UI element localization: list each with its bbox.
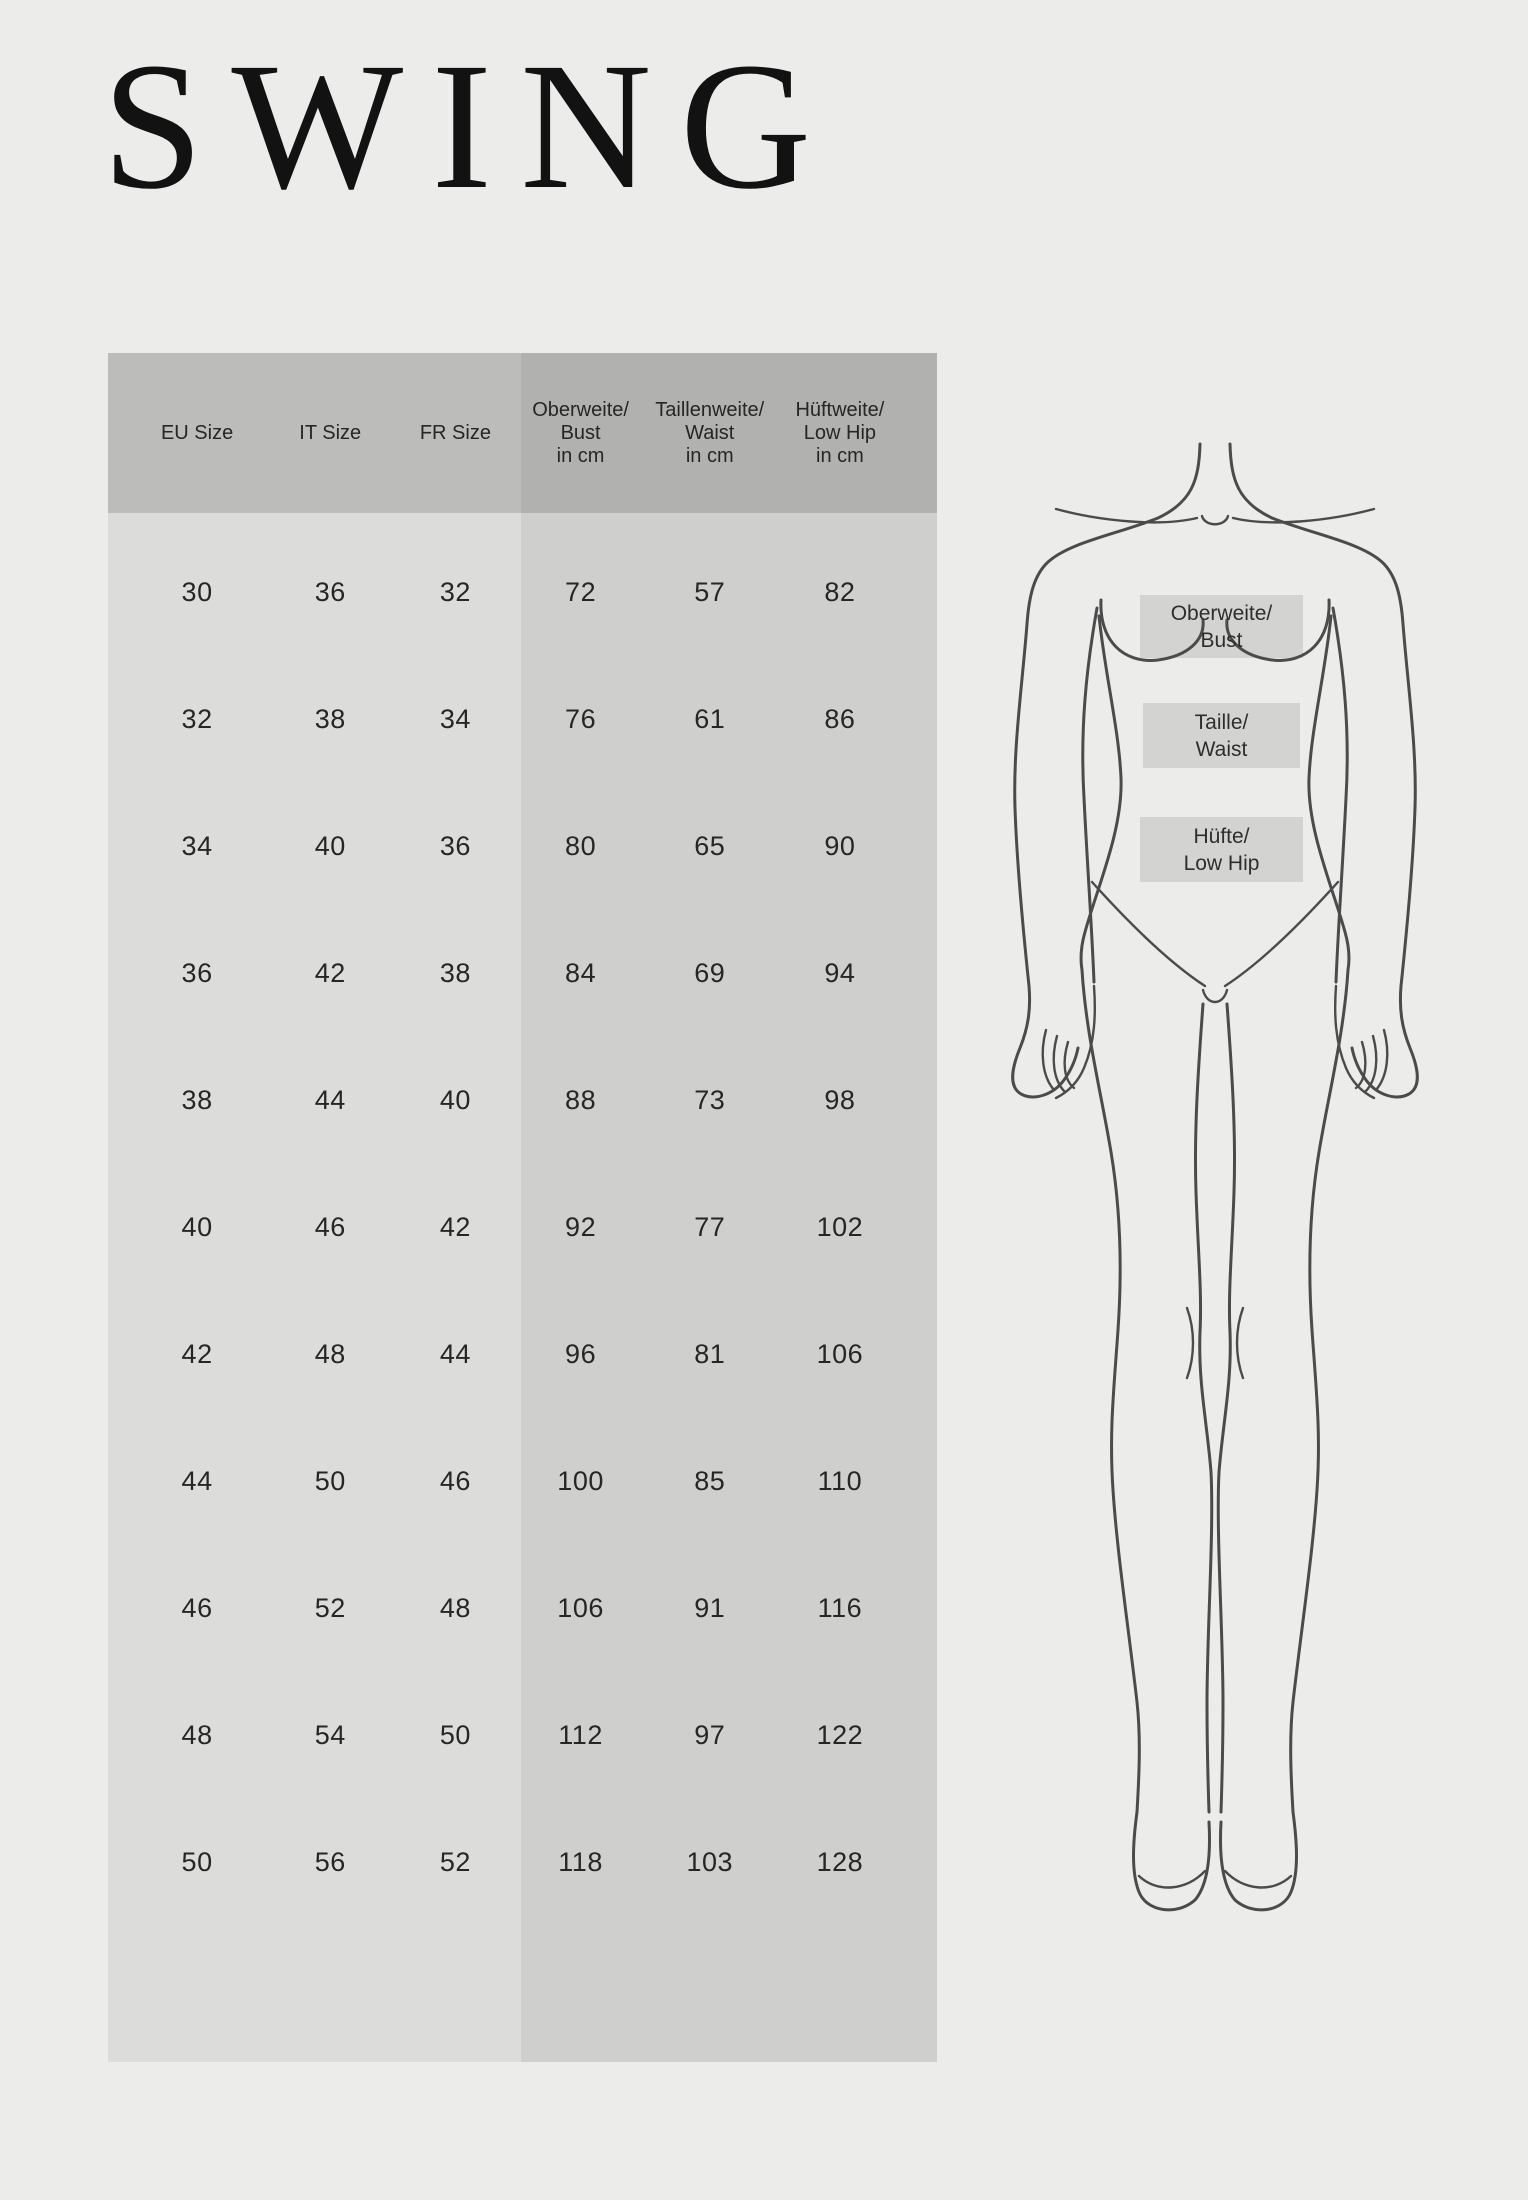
figure-label-bust xyxy=(1140,595,1303,658)
crotch-curve xyxy=(1203,990,1227,1002)
size-table-header-row xyxy=(108,353,937,513)
table-cell: 94 xyxy=(824,958,856,988)
table-cell: 34 xyxy=(439,704,471,734)
header-line: in cm xyxy=(685,444,734,467)
table-cell: 32 xyxy=(439,577,471,607)
table-cell: 96 xyxy=(565,1339,597,1369)
table-cell: 38 xyxy=(439,958,471,988)
column-header-eu-size: EU Size xyxy=(160,421,234,444)
header-line: Low Hip xyxy=(803,421,877,444)
table-cell: 122 xyxy=(816,1720,864,1750)
table-cell: 50 xyxy=(439,1720,471,1750)
table-cell: 36 xyxy=(314,577,346,607)
table-cell: 40 xyxy=(181,1212,213,1242)
table-cell: 42 xyxy=(439,1212,471,1242)
column-header-fr-size: FR Size xyxy=(419,421,491,444)
table-cell: 50 xyxy=(181,1847,213,1877)
table-cell: 73 xyxy=(694,1085,726,1115)
table-cell: 72 xyxy=(565,577,597,607)
figure-label-low-hip xyxy=(1140,817,1303,882)
table-cell: 106 xyxy=(557,1593,604,1623)
body-outline xyxy=(1013,444,1200,1097)
table-cell: 38 xyxy=(181,1085,213,1115)
figure-label-line: Taille/ xyxy=(1194,710,1249,734)
finger-line xyxy=(1043,1030,1054,1090)
header-line: Oberweite/ xyxy=(532,398,629,421)
table-cell: 100 xyxy=(557,1466,604,1496)
figure-label-line: Hüfte/ xyxy=(1193,824,1250,848)
table-cell: 106 xyxy=(816,1339,864,1369)
table-cell: 81 xyxy=(694,1339,726,1369)
table-cell: 50 xyxy=(314,1466,346,1496)
column-header-low-hip xyxy=(771,353,909,513)
figure-label-line: Waist xyxy=(1195,737,1248,761)
hip-line xyxy=(1092,882,1205,986)
table-cell: 36 xyxy=(181,958,213,988)
table-cell: 46 xyxy=(314,1212,346,1242)
table-cell: 38 xyxy=(314,704,346,734)
table-cell: 76 xyxy=(565,704,597,734)
figure-label-waist xyxy=(1143,703,1300,768)
table-cell: 61 xyxy=(694,704,726,734)
table-cell: 40 xyxy=(314,831,346,861)
table-cell: 82 xyxy=(824,577,856,607)
finger-line xyxy=(1054,1036,1065,1092)
header-line: Waist xyxy=(685,421,735,444)
table-cell: 46 xyxy=(439,1466,471,1496)
figure-label-line: Oberweite/ xyxy=(1170,601,1273,625)
header-line: Hüftweite/ xyxy=(795,398,885,421)
table-cell: 36 xyxy=(439,831,471,861)
figure-right-half xyxy=(1218,444,1417,1910)
table-cell: 112 xyxy=(558,1720,603,1750)
header-line: Bust xyxy=(560,421,601,444)
table-cell: 42 xyxy=(181,1339,213,1369)
table-cell: 90 xyxy=(824,831,856,861)
table-cell: 65 xyxy=(694,831,726,861)
collarbone-line xyxy=(1056,509,1197,522)
table-cell: 44 xyxy=(439,1339,471,1369)
table-cell: 102 xyxy=(816,1212,864,1242)
brand-title: SWING xyxy=(102,26,840,227)
table-cell: 128 xyxy=(816,1847,864,1877)
table-cell: 40 xyxy=(439,1085,471,1115)
table-cell: 42 xyxy=(314,958,346,988)
table-cell: 57 xyxy=(694,577,726,607)
table-cell: 118 xyxy=(558,1847,603,1877)
column-header-it-size: IT Size xyxy=(299,421,362,444)
figure-label-line: Low Hip xyxy=(1183,851,1260,875)
column-header-bust xyxy=(512,353,650,513)
table-cell: 86 xyxy=(824,704,856,734)
collarbone-notch xyxy=(1202,516,1228,524)
table-cell: 92 xyxy=(565,1212,597,1242)
inner-arm-line xyxy=(1083,608,1097,982)
size-table-grid xyxy=(108,529,937,1926)
knee-line xyxy=(1187,1308,1193,1378)
table-cell: 110 xyxy=(817,1466,863,1496)
table-cell: 44 xyxy=(181,1466,213,1496)
table-cell: 32 xyxy=(181,704,213,734)
table-cell: 46 xyxy=(181,1593,213,1623)
table-cell: 85 xyxy=(694,1466,726,1496)
table-cell: 52 xyxy=(314,1593,346,1623)
table-cell: 56 xyxy=(314,1847,346,1877)
table-cell: 98 xyxy=(824,1085,856,1115)
table-cell: 52 xyxy=(439,1847,471,1877)
table-cell: 103 xyxy=(686,1847,734,1877)
table-cell: 30 xyxy=(181,577,213,607)
table-cell: 77 xyxy=(694,1212,726,1242)
table-cell: 88 xyxy=(565,1085,597,1115)
table-cell: 44 xyxy=(314,1085,346,1115)
table-cell: 48 xyxy=(439,1593,471,1623)
table-cell: 91 xyxy=(694,1593,726,1623)
figure-label-line: Bust xyxy=(1200,628,1243,652)
figure-left-half xyxy=(1013,444,1212,1910)
foot-outline xyxy=(1134,1812,1210,1910)
header-line: in cm xyxy=(556,444,605,467)
table-cell: 54 xyxy=(314,1720,346,1750)
table-cell: 48 xyxy=(181,1720,213,1750)
table-cell: 34 xyxy=(181,831,213,861)
leg-outer-line xyxy=(1082,970,1139,1812)
table-cell: 84 xyxy=(565,958,597,988)
table-cell: 48 xyxy=(314,1339,346,1369)
leg-inner-line xyxy=(1195,1004,1211,1812)
table-cell: 97 xyxy=(694,1720,726,1750)
column-header-waist xyxy=(641,353,779,513)
header-line: Taillenweite/ xyxy=(655,398,765,421)
table-cell: 80 xyxy=(565,831,597,861)
size-table xyxy=(108,353,937,2062)
table-cell: 116 xyxy=(817,1593,863,1623)
table-cell: 69 xyxy=(694,958,726,988)
header-line: in cm xyxy=(816,444,864,467)
ankle-curve xyxy=(1139,1871,1205,1887)
